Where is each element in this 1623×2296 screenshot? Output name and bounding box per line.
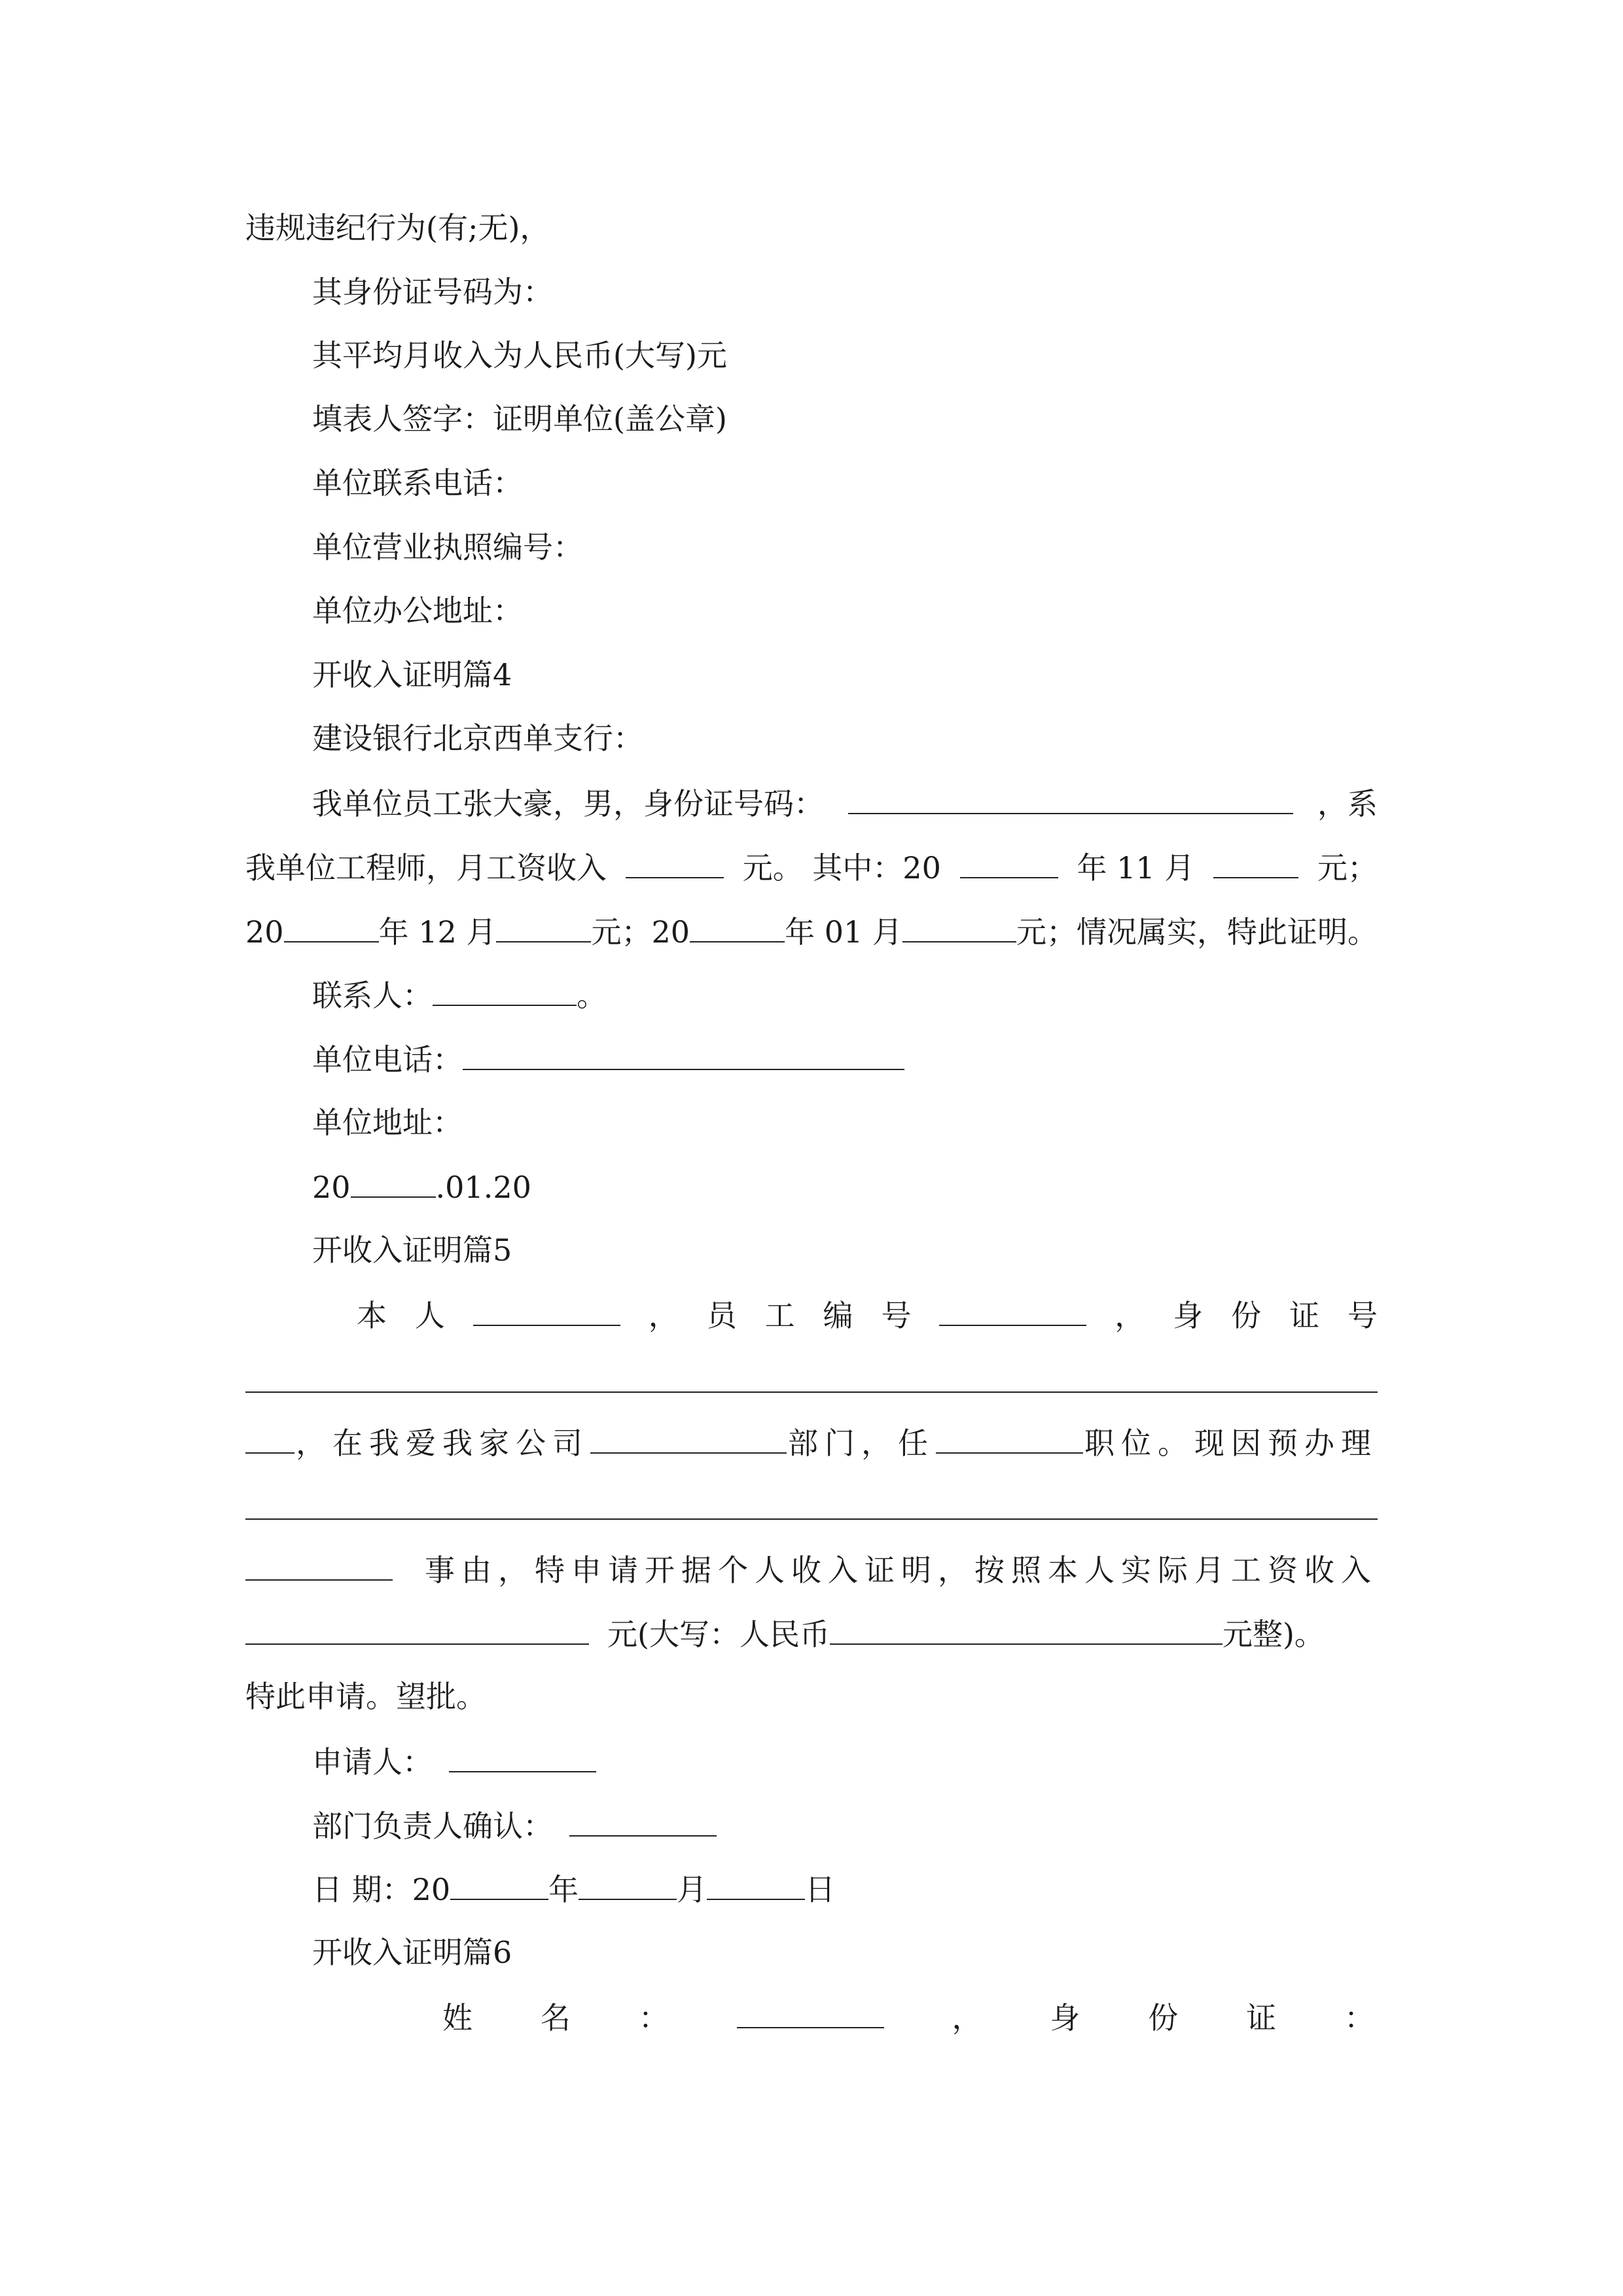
p4-line-2 — [245, 847, 1378, 886]
p5-char: 证 — [1289, 1298, 1320, 1333]
dept-confirm-blank[interactable] — [569, 1805, 717, 1837]
purpose-rule[interactable] — [245, 1518, 1378, 1520]
applicant-line — [312, 1741, 1378, 1780]
p4-text: 年 12 月 — [378, 914, 497, 950]
date-label: 日 期：20 — [312, 1872, 451, 1907]
employee-id-blank[interactable] — [939, 1295, 1086, 1326]
p5-char: 编 — [823, 1298, 853, 1333]
p5-line-1 — [357, 1295, 1378, 1334]
p5-char: 号 — [1347, 1298, 1378, 1333]
p4-text: 20 — [245, 914, 284, 950]
text-line: 其平均月收入为人民币(大写)元 — [312, 338, 727, 373]
dept-confirm-label: 部门负责人确认： — [312, 1808, 553, 1844]
p4-text: 元；20 — [591, 914, 690, 950]
p5-line-3 — [245, 1549, 1378, 1588]
contact-end: 。 — [577, 978, 607, 1013]
text-line: 特此申请。望批。 — [245, 1679, 486, 1714]
p5-line-2 — [245, 1422, 1378, 1462]
phone-blank[interactable] — [463, 1039, 904, 1070]
amount-blank[interactable] — [1213, 847, 1298, 878]
month-label: 月 — [677, 1872, 707, 1907]
section-heading: 开收入证明篇5 — [312, 1232, 512, 1268]
year-blank[interactable] — [690, 911, 785, 942]
applicant-label: 申请人： — [312, 1744, 433, 1780]
p4-text: 年 11 月 — [1077, 850, 1195, 886]
year-label: 年 — [548, 1872, 579, 1907]
p4-text: 年 01 月 — [785, 914, 902, 950]
p5-char: ， — [648, 1298, 679, 1333]
id-number-blank-end[interactable] — [245, 1422, 294, 1454]
p5-char: 身 — [1173, 1298, 1204, 1333]
p4-line-1 — [312, 783, 1378, 822]
day-label: 日 — [805, 1872, 836, 1907]
year-blank[interactable] — [284, 911, 379, 942]
phone-label: 单位电话： — [312, 1042, 463, 1077]
text-line: 填表人签字：证明单位(盖公章) — [312, 401, 727, 437]
id-number-blank[interactable] — [848, 783, 1293, 814]
section-heading: 开收入证明篇4 — [312, 657, 512, 692]
p6-char: 名 — [540, 2000, 571, 2036]
date-suffix: .01.20 — [435, 1170, 531, 1205]
text-line: 违规违纪行为(有;无)， — [245, 210, 550, 245]
year-blank[interactable] — [450, 1869, 548, 1900]
text-line: 单位办公地址： — [312, 593, 523, 628]
p5-text: 职位。现因预办理 — [1084, 1426, 1378, 1461]
p5-char: 份 — [1231, 1298, 1262, 1333]
text-line: 建设银行北京西单支行： — [312, 721, 643, 756]
year-blank[interactable] — [960, 847, 1058, 878]
purpose-blank-end[interactable] — [245, 1549, 393, 1581]
p4-text: 元；情况属实，特此证明。 — [1016, 914, 1378, 950]
p6-char: ： — [638, 2000, 669, 2036]
year-blank[interactable] — [351, 1166, 436, 1198]
salary-blank[interactable] — [626, 847, 724, 878]
p4-text: 我单位工程师，月工资收入 — [245, 850, 607, 886]
p6-line-1 — [442, 1997, 1374, 2036]
id-number-rule[interactable] — [245, 1391, 1378, 1393]
p5-text: 部门，任 — [788, 1426, 935, 1461]
amount-blank[interactable] — [496, 911, 591, 942]
day-blank[interactable] — [707, 1869, 805, 1900]
p5-text: 元整)。 — [1222, 1617, 1325, 1652]
p5-text: 元(大写：人民币 — [607, 1617, 830, 1652]
phone-line — [312, 1039, 1378, 1078]
p5-line-4 — [245, 1613, 1378, 1653]
p4-text: ，系 — [1317, 786, 1378, 821]
text-line: 单位营业执照编号： — [312, 529, 583, 565]
p6-char: 证 — [1246, 2000, 1277, 2036]
position-blank[interactable] — [936, 1422, 1083, 1454]
p5-char: ， — [1115, 1298, 1145, 1333]
amount-blank[interactable] — [902, 911, 1016, 942]
section-heading: 开收入证明篇6 — [312, 1935, 512, 1970]
salary-figure-blank[interactable] — [245, 1613, 589, 1645]
p5-char: 工 — [764, 1298, 795, 1333]
text-line: 单位联系电话： — [312, 465, 523, 501]
p5-char: 号 — [881, 1298, 912, 1333]
department-blank[interactable] — [590, 1422, 787, 1454]
salary-words-blank[interactable] — [830, 1613, 1222, 1645]
p4-line-3 — [245, 911, 1378, 950]
p4-text: 元； — [1317, 850, 1378, 886]
date-line — [312, 1869, 1378, 1908]
date-line — [312, 1166, 1378, 1206]
name-blank[interactable] — [737, 1997, 884, 2028]
p5-text: 事由，特申请开据个人收入证明，按照本人实际月工资收入 — [425, 1552, 1378, 1588]
contact-line — [312, 975, 1378, 1014]
month-blank[interactable] — [579, 1869, 677, 1900]
text-line: 其身份证号码为： — [312, 274, 553, 310]
contact-label: 联系人： — [312, 978, 433, 1013]
date-prefix: 20 — [312, 1170, 351, 1205]
p5-char: 本 — [357, 1298, 387, 1333]
p6-char: 份 — [1148, 2000, 1179, 2036]
p6-char: ： — [1344, 2000, 1374, 2036]
applicant-blank[interactable] — [449, 1741, 596, 1772]
p6-char: ， — [952, 2000, 982, 2036]
p5-text: ，在我爱我家公司 — [296, 1426, 589, 1461]
p5-char: 员 — [706, 1298, 737, 1333]
address-line: 单位地址： — [312, 1105, 463, 1140]
p5-char: 人 — [414, 1298, 445, 1333]
p6-char: 姓 — [442, 2000, 473, 2036]
p4-text: 我单位员工张大豪，男，身份证号码： — [312, 786, 824, 821]
dept-confirm-line — [312, 1805, 1378, 1844]
contact-blank[interactable] — [433, 975, 577, 1006]
p6-char: 身 — [1050, 2000, 1080, 2036]
name-blank[interactable] — [473, 1295, 620, 1326]
p4-text: 元。 其中：20 — [742, 850, 941, 886]
